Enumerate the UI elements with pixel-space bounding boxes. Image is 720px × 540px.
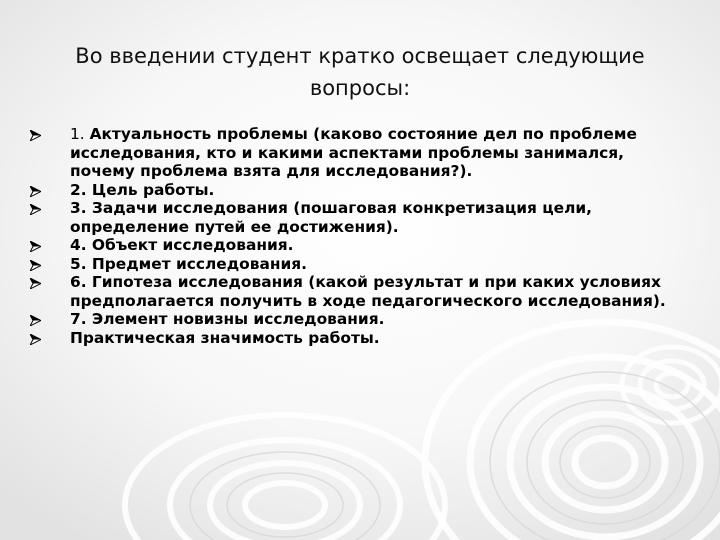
bullet-item-7 bbox=[30, 310, 690, 329]
arrowhead-bullet-icon bbox=[30, 315, 41, 326]
bullet-item-text: 5. Предмет исследования. bbox=[70, 254, 307, 273]
bullet-list bbox=[30, 125, 690, 347]
bullet-item-text: 3. Задачи исследования (пошаговая конкретизация цели, определение путей ее достижения). bbox=[70, 199, 593, 236]
arrowhead-bullet-icon bbox=[30, 204, 41, 215]
arrowhead-bullet-icon bbox=[30, 260, 41, 271]
bullet-item-text: 2. Цель работы. bbox=[70, 180, 215, 199]
arrowhead-bullet-icon bbox=[30, 241, 41, 252]
bullet-item-6 bbox=[30, 273, 690, 310]
arrowhead-bullet-icon bbox=[30, 334, 41, 345]
arrowhead-bullet-icon bbox=[30, 278, 41, 289]
ripple-group-lower-left bbox=[125, 415, 445, 540]
bullet-item-text: 6. Гипотеза исследования (какой результат и при каких условиях предполагается получить в ходе педагогического исследования). bbox=[70, 273, 666, 310]
bullet-item-4 bbox=[30, 236, 690, 255]
bullet-item-text: Практическая значимость работы. bbox=[70, 328, 380, 347]
bullet-item-1 bbox=[30, 125, 690, 181]
bullet-item-5 bbox=[30, 255, 690, 274]
bullet-item-text: Актуальность проблемы (каково состояние дел по проблеме исследования, кто и какими аспектами проблемы занимался, почему проблема взята для исследования?). bbox=[70, 125, 637, 180]
bullet-item-text: 7. Элемент новизны исследования. bbox=[70, 310, 385, 328]
arrowhead-bullet-icon bbox=[30, 186, 41, 197]
bullet-item-8 bbox=[30, 329, 690, 348]
slide-title: Во введении студент кратко освещает следующие вопросы: bbox=[75, 44, 645, 100]
bullet-item-text: 4. Объект исследования. bbox=[70, 236, 294, 254]
bullet-item-number: 1. bbox=[70, 125, 90, 143]
bullet-item-2 bbox=[30, 181, 690, 200]
arrowhead-bullet-icon bbox=[30, 130, 41, 141]
ripple-group-lower-right bbox=[425, 322, 720, 540]
bullet-item-3 bbox=[30, 199, 690, 236]
